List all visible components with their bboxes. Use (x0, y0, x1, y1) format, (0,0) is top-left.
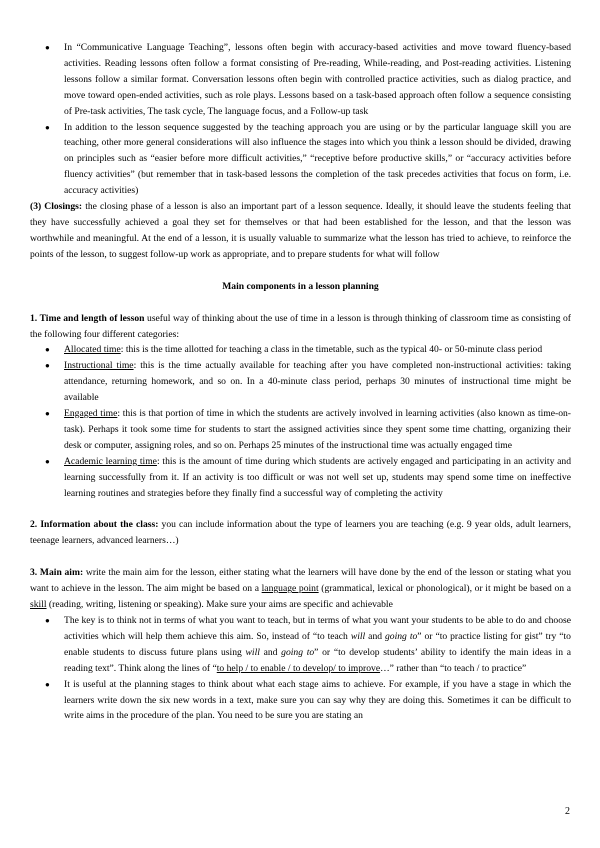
list-item (30, 406, 571, 454)
info-label: 2. Information about the class: (30, 519, 159, 531)
term-skill: skill (30, 599, 47, 611)
aim-label: 3. Main aim: (30, 567, 84, 579)
term-instructional-time: Instructional time (64, 360, 134, 372)
bullet-text: ” or “to develop students’ ability to identify the main ideas in a reading text”. Think along the lines of “ (64, 646, 571, 674)
term-description: : this is that portion of time in which the students are actively involved in learning activities (also known as time-on-task). Perhaps it took some time for students to start the assigned activities since they spent some time chatting, organizing their desk or computer, assigning roles, and so on. Perhaps 25 minutes of the instructional time was actually engaged time (64, 408, 571, 451)
time-text: useful way of thinking about the use of time in a lesson is through thinking of classroom time as consisting of the following four different categories: (30, 312, 571, 340)
info-text: you can include information about the type of learners you are teaching (e.g. 9 year olds, adult learners, teenage learners, advanced learners…) (30, 519, 571, 547)
page-number: 2 (565, 806, 570, 817)
list-item (30, 677, 571, 725)
info-paragraph (30, 517, 571, 549)
closings-text: the closing phase of a lesson is also an important part of a lesson sequence. Ideally, it should leave the students feeling that they have successfully achieved a goal they set for themselves or that had been established for the lesson, and that the lesson was worthwhile and meaningful. At the end of a lesson, it is usually valuable to summarize what the lesson has tried to achieve, to reinforce the points of the lesson, to suggest follow-up work as appropriate, and to prepare students for what will follow (30, 201, 571, 260)
document-page (30, 40, 571, 724)
time-label: 1. Time and length of lesson (30, 312, 145, 324)
intro-bullet-list (30, 40, 571, 199)
italic-word: will (245, 646, 260, 658)
term-description: : this is the time allotted for teaching a class in the timetable, such as the typical 40- or 50-minute class period (120, 344, 543, 356)
underlined-phrase: to help / to enable / to develop/ to improve (216, 662, 381, 674)
closings-label: (3) Closings: (30, 201, 83, 213)
term-description: : this is the time actually available for teaching after you have completed non-instructional activities: taking attendance, returning homework, and so on. In a 40-minute class period, perhaps 30 minutes of instructional time might be available (64, 360, 571, 404)
aim-bullet-list (30, 613, 571, 724)
italic-word: going to (385, 630, 418, 642)
aim-paragraph (30, 565, 571, 613)
aim-text: write the main aim for the lesson, either stating what the learners will have done by the end of the lesson or stating what you want to achieve in the lesson. The aim might be based on a (30, 567, 571, 595)
time-category-list (30, 342, 571, 501)
list-item (30, 342, 571, 358)
list-item (30, 613, 571, 677)
list-item (30, 358, 571, 406)
aim-text: (grammatical, lexical or phonological), or it might be based on a (318, 583, 571, 595)
term-allocated-time: Allocated time (64, 344, 121, 356)
term-engaged-time: Engaged time (64, 408, 118, 420)
bullet-text: ” or “to practice listing for gist” try “to enable students to discuss future plans using (64, 630, 571, 658)
time-paragraph (30, 311, 571, 343)
bullet-text: In “Communicative Language Teaching”, lessons often begin with accuracy-based activities and move toward fluency-based activities. Reading lessons often follow a format consisting of Pre-reading, While-reading, and Post-reading activities. Listening lessons follow a similar format. Conversation lessons often begin with controlled practice activities, such as dialog practice, and move toward open-ended activities, such as role plays. Lessons based on a task-based approach often follow a sequence consisting of Pre-task activities, The task cycle, The language focus, and a Follow-up task (64, 42, 571, 117)
bullet-text: and (259, 646, 282, 658)
term-academic-learning-time: Academic learning time (64, 455, 157, 467)
list-item (30, 454, 571, 502)
bullet-text: …” rather than “to teach / to practice” (380, 662, 527, 674)
italic-word: will (350, 630, 366, 642)
list-item (30, 120, 571, 200)
bullet-text: The key is to think not in terms of what you want to teach, but in terms of what you want your students to be able to do and choose activities which will help them achieve this aim. So, instead of “to teach (64, 615, 571, 642)
bullet-text: In addition to the lesson sequence suggested by the teaching approach you are using or by the particular language skill you are teaching, other more general considerations will also influence the stages into which you think a lesson should be divided, drawing on principles such as “easier before more difficult activities,” “receptive before productive skills,” or “accuracy activities before fluency activities” (but remember that in task-based lessons the completion of the task precedes activities that focus on form, i.e. accuracy activities) (64, 121, 571, 197)
bullet-text: and (365, 630, 385, 642)
section-heading: Main components in a lesson planning (222, 280, 379, 292)
closings-paragraph (30, 199, 571, 263)
term-description: : this is the amount of time during which students are actively engaged and participating in an activity and learning successfully from it. If an activity is too difficult or was not well set up, students may spend some time on ineffective learning routines and strategies before they finally find a successful way of completing the activity (64, 455, 572, 499)
aim-text: (reading, writing, listening or speaking). Make sure your aims are specific and achievable (46, 599, 393, 611)
term-language-point: language point (261, 583, 319, 595)
list-item (30, 40, 571, 120)
bullet-text: It is useful at the planning stages to think about what each stage aims to achieve. For example, if you have a stage in which the learners write down the six new words in a text, make sure you can say why they are doing this. Sometimes it can be difficult to write aims in the procedure of the plan. You need to be sure you are stating an (64, 678, 571, 722)
italic-word: going to (281, 646, 315, 658)
